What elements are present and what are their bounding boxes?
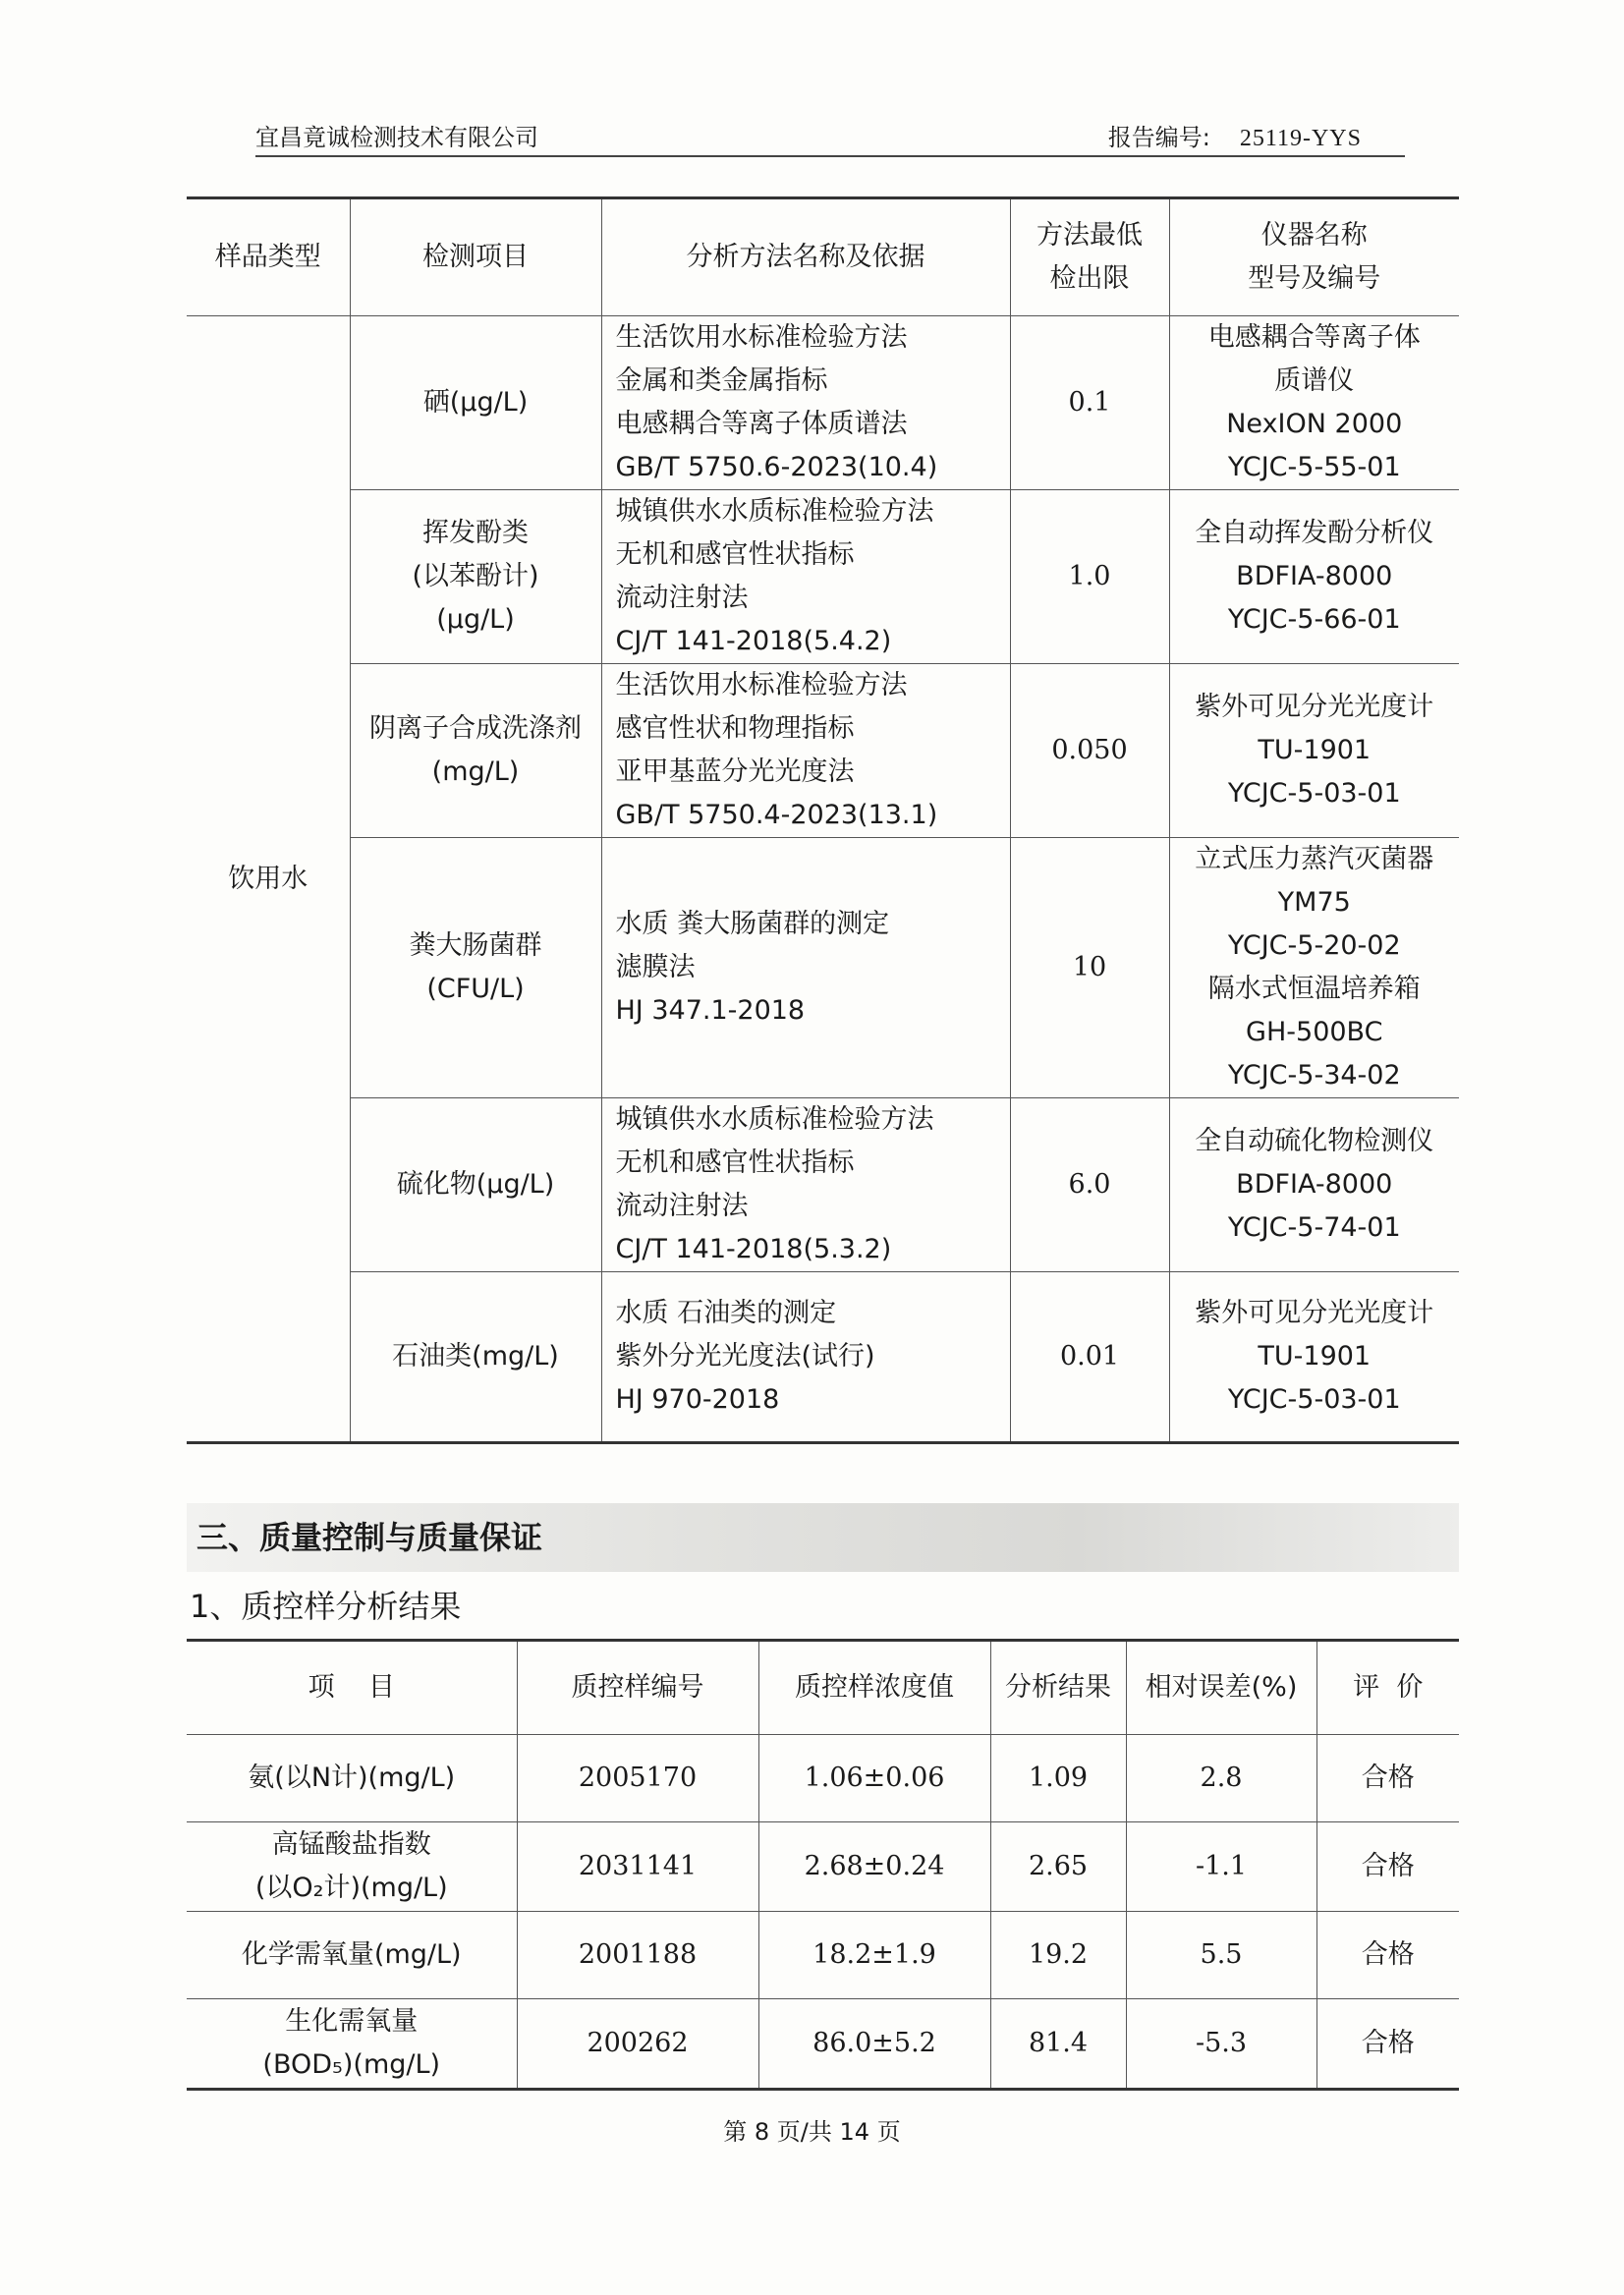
method-line: CJ/T 141-2018(5.3.2)	[615, 1234, 892, 1264]
qc-header-evaluation: 评 价	[1316, 1641, 1459, 1735]
method-line: 水质 粪大肠菌群的测定	[615, 909, 890, 939]
report-label: 报告编号:	[1107, 124, 1210, 151]
qc-relative-error-cell: -1.1	[1126, 1822, 1316, 1912]
qc-item-line: 化学需氧量(mg/L)	[241, 1939, 462, 1970]
instrument-cell	[1169, 1098, 1459, 1272]
qc-table-row	[187, 1912, 1459, 1999]
detection-limit-cell: 1.0	[1010, 490, 1169, 664]
method-line: 感官性状和物理指标	[615, 713, 855, 744]
method-table-header-row	[187, 198, 1459, 316]
instrument-line: TU-1901	[1258, 1341, 1372, 1371]
instrument-line: YCJC-5-34-02	[1227, 1060, 1401, 1091]
test-item-cell	[350, 838, 601, 1098]
method-line: 城镇供水水质标准检验方法	[615, 1104, 934, 1135]
method-cell	[601, 664, 1010, 838]
test-item-line: 硒(μg/L)	[422, 387, 529, 418]
qc-item-line: 生化需氧量	[285, 2006, 419, 2037]
qc-sample-id-cell: 2005170	[517, 1735, 758, 1822]
qc-result-cell: 19.2	[990, 1912, 1126, 1999]
method-line: 水质 石油类的测定	[615, 1298, 837, 1328]
qc-item-line: 氨(以N计)(mg/L)	[248, 1763, 456, 1793]
method-line: 亚甲基蓝分光光度法	[615, 756, 855, 787]
detection-limit-cell: 0.01	[1010, 1272, 1169, 1443]
header-method: 分析方法名称及依据	[601, 198, 1010, 316]
test-item-cell	[350, 664, 601, 838]
page-footer: 第 8 页/共 14 页	[723, 2118, 901, 2146]
method-table	[187, 196, 1459, 1444]
instrument-line: YCJC-5-20-02	[1227, 930, 1401, 961]
method-table-row	[187, 664, 1459, 838]
section-title: 三、质量控制与质量保证	[187, 1503, 1459, 1572]
detection-limit-cell: 10	[1010, 838, 1169, 1098]
method-table-row	[187, 316, 1459, 490]
qc-evaluation-cell: 合格	[1316, 1822, 1459, 1912]
test-item-cell	[350, 1272, 601, 1443]
instrument-cell	[1169, 664, 1459, 838]
method-line: 滤膜法	[615, 952, 696, 982]
header-sample-type: 样品类型	[187, 198, 350, 316]
method-cell	[601, 490, 1010, 664]
qc-header-sample-id: 质控样编号	[517, 1641, 758, 1735]
test-item-line: 阴离子合成洗涤剂	[369, 713, 582, 744]
test-item-line: (以苯酚计)	[412, 561, 539, 591]
instrument-cell	[1169, 316, 1459, 490]
qc-item-cell	[187, 1912, 517, 1999]
instrument-line: 全自动挥发酚分析仪	[1195, 518, 1434, 548]
method-table-row	[187, 1272, 1459, 1443]
header-test-item: 检测项目	[350, 198, 601, 316]
qc-table	[187, 1639, 1459, 2091]
instrument-line: 紫外可见分光光度计	[1195, 692, 1434, 722]
qc-concentration-cell: 1.06±0.06	[758, 1735, 990, 1822]
method-line: 无机和感官性状指标	[615, 1148, 855, 1178]
method-line: 流动注射法	[615, 1191, 749, 1221]
qc-table-row	[187, 1735, 1459, 1822]
instrument-line: BDFIA-8000	[1236, 561, 1393, 591]
qc-item-line: (以O₂计)(mg/L)	[254, 1873, 448, 1903]
qc-item-cell	[187, 1735, 517, 1822]
qc-relative-error-cell: 5.5	[1126, 1912, 1316, 1999]
instrument-line: 隔水式恒温培养箱	[1207, 974, 1421, 1004]
qc-result-cell: 1.09	[990, 1735, 1126, 1822]
instrument-cell	[1169, 838, 1459, 1098]
qc-relative-error-cell: 2.8	[1126, 1735, 1316, 1822]
qc-result-cell: 2.65	[990, 1822, 1126, 1912]
test-item-cell	[350, 1098, 601, 1272]
method-table-row	[187, 1098, 1459, 1272]
qc-header-concentration: 质控样浓度值	[758, 1641, 990, 1735]
test-item-cell	[350, 490, 601, 664]
instrument-line: YM75	[1277, 887, 1351, 918]
qc-item-cell	[187, 1999, 517, 2090]
test-item-line: (mg/L)	[431, 756, 520, 787]
instrument-cell	[1169, 490, 1459, 664]
instrument-line: 电感耦合等离子体	[1207, 322, 1421, 353]
test-item-line: 硫化物(μg/L)	[396, 1169, 555, 1200]
method-line: GB/T 5750.6-2023(10.4)	[615, 452, 938, 482]
header-line: 检出限	[1049, 263, 1130, 294]
subsection-title: 1、质控样分析结果	[190, 1588, 462, 1625]
qc-concentration-cell: 86.0±5.2	[758, 1999, 990, 2090]
qc-table-row	[187, 1822, 1459, 1912]
method-line: GB/T 5750.4-2023(13.1)	[615, 800, 938, 830]
report-number-value: 25119-YYS	[1239, 126, 1362, 151]
qc-evaluation-cell: 合格	[1316, 1999, 1459, 2090]
method-line: 电感耦合等离子体质谱法	[615, 409, 908, 439]
instrument-line: GH-500BC	[1246, 1017, 1383, 1047]
method-table-row	[187, 838, 1459, 1098]
qc-concentration-cell: 18.2±1.9	[758, 1912, 990, 1999]
qc-relative-error-cell: -5.3	[1126, 1999, 1316, 2090]
method-cell	[601, 1098, 1010, 1272]
method-cell	[601, 316, 1010, 490]
method-line: 无机和感官性状指标	[615, 539, 855, 570]
test-item-line: (μg/L)	[436, 604, 515, 635]
qc-header-result: 分析结果	[990, 1641, 1126, 1735]
report-number	[1108, 118, 1362, 152]
header-line: 仪器名称	[1260, 220, 1368, 251]
qc-item-line: 高锰酸盐指数	[271, 1829, 431, 1860]
method-line: HJ 970-2018	[615, 1384, 780, 1415]
instrument-line: 立式压力蒸汽灭菌器	[1195, 844, 1434, 874]
detection-limit-cell: 6.0	[1010, 1098, 1169, 1272]
instrument-line: 紫外可见分光光度计	[1195, 1298, 1434, 1328]
qc-item-cell	[187, 1822, 517, 1912]
test-item-line: 石油类(mg/L)	[392, 1341, 559, 1371]
method-cell	[601, 1272, 1010, 1443]
qc-header-item: 项 目	[187, 1641, 517, 1735]
instrument-line: TU-1901	[1258, 735, 1372, 765]
instrument-cell	[1169, 1272, 1459, 1443]
page-header	[255, 112, 1405, 157]
method-line: 金属和类金属指标	[615, 365, 828, 396]
instrument-line: YCJC-5-03-01	[1227, 1384, 1401, 1415]
test-item-cell	[350, 316, 601, 490]
header-instrument	[1169, 198, 1459, 316]
method-line: CJ/T 141-2018(5.4.2)	[615, 626, 892, 656]
test-item-line: 挥发酚类	[422, 518, 529, 548]
instrument-line: 质谱仪	[1274, 365, 1355, 396]
instrument-line: NexION 2000	[1226, 409, 1403, 439]
instrument-line: YCJC-5-66-01	[1227, 604, 1401, 635]
method-line: 城镇供水水质标准检验方法	[615, 496, 934, 527]
method-line: 紫外分光光度法(试行)	[615, 1341, 875, 1371]
qc-table-header-row	[187, 1641, 1459, 1735]
header-line: 方法最低	[1036, 220, 1143, 251]
instrument-line: 全自动硫化物检测仪	[1195, 1126, 1434, 1156]
instrument-line: YCJC-5-03-01	[1227, 778, 1401, 809]
qc-sample-id-cell: 200262	[517, 1999, 758, 2090]
test-item-line: 粪大肠菌群	[409, 930, 542, 961]
sample-type-cell: 饮用水	[187, 316, 350, 1443]
method-line: 生活饮用水标准检验方法	[615, 670, 908, 700]
qc-sample-id-cell: 2031141	[517, 1822, 758, 1912]
qc-sample-id-cell: 2001188	[517, 1912, 758, 1999]
instrument-line: YCJC-5-74-01	[1227, 1212, 1401, 1243]
header-line: 型号及编号	[1248, 263, 1381, 294]
method-cell	[601, 838, 1010, 1098]
method-line: HJ 347.1-2018	[615, 995, 806, 1026]
qc-header-relative-error: 相对误差(%)	[1126, 1641, 1316, 1735]
detection-limit-cell: 0.1	[1010, 316, 1169, 490]
method-line: 生活饮用水标准检验方法	[615, 322, 908, 353]
method-table-row	[187, 490, 1459, 664]
qc-table-row	[187, 1999, 1459, 2090]
company-name: 宜昌竟诚检测技术有限公司	[255, 124, 538, 151]
qc-evaluation-cell: 合格	[1316, 1912, 1459, 1999]
instrument-line: YCJC-5-55-01	[1227, 452, 1401, 482]
qc-evaluation-cell: 合格	[1316, 1735, 1459, 1822]
qc-result-cell: 81.4	[990, 1999, 1126, 2090]
method-line: 流动注射法	[615, 583, 749, 613]
instrument-line: BDFIA-8000	[1236, 1169, 1393, 1200]
header-detection-limit	[1010, 198, 1169, 316]
detection-limit-cell: 0.050	[1010, 664, 1169, 838]
qc-item-line: (BOD₅)(mg/L)	[262, 2049, 441, 2080]
test-item-line: (CFU/L)	[426, 974, 525, 1004]
qc-concentration-cell: 2.68±0.24	[758, 1822, 990, 1912]
